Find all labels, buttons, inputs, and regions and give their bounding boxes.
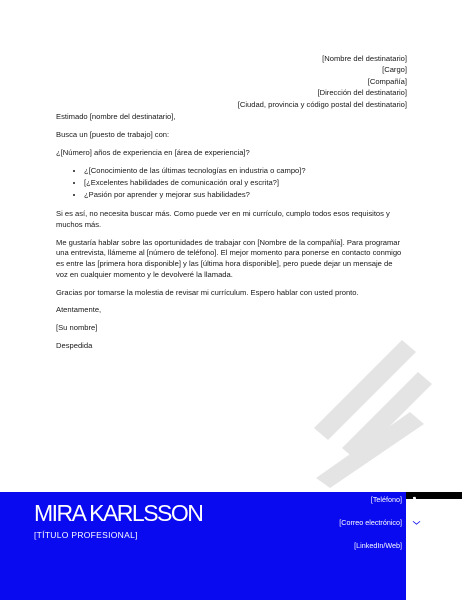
paragraph-3: Gracias por tomarse la molestia de revisar mi currículum. Espero hablar con usted pronto. bbox=[56, 287, 359, 297]
letter-body bbox=[56, 112, 406, 306]
contact-email: [Correo electrónico] bbox=[339, 518, 402, 527]
envelope-icon bbox=[412, 519, 421, 528]
link-icon bbox=[412, 541, 421, 550]
qualification-list bbox=[56, 166, 406, 201]
paragraph-2: Me gustaría hablar sobre las oportunidades de trabajar con [Nombre de la compañía]. Para programar una entrevista, llámeme al [número de teléfono]. El mejor momento para ponerse en contacto conmigo es entre las [primera hora disponible] y las [última hora disponible], pero puede dejar un mensaje de voz en cualquier momento y le devolveré la llamada. bbox=[56, 237, 402, 279]
stripe bbox=[316, 412, 424, 488]
stripe bbox=[342, 372, 432, 460]
contact-phone: [Teléfono] bbox=[370, 495, 402, 504]
recipient-block bbox=[238, 53, 407, 110]
list-item: • ¿Pasión por aprender y mejorar sus habilidades? bbox=[84, 190, 406, 201]
greeting: Estimado [nombre del destinatario], bbox=[56, 112, 176, 121]
applicant-title: [TÍTULO PROFESIONAL] bbox=[34, 530, 138, 540]
phone-icon bbox=[412, 496, 421, 505]
applicant-name: MIRA KARLSSON bbox=[34, 500, 203, 526]
stripe bbox=[314, 340, 416, 440]
recipient-address: [Dirección del destinatario] bbox=[317, 88, 407, 98]
paragraph-1: Si es así, no necesita buscar más. Como puede ver en mi currículo, cumplo todos esos requisitos y muchos más. bbox=[56, 209, 390, 229]
recipient-city: [Ciudad, provincia y código postal del destinatario] bbox=[237, 99, 407, 109]
list-item: • [¿Excelentes habilidades de comunicación oral y escrita?] bbox=[84, 178, 406, 189]
recipient-name: [Nombre del destinatario] bbox=[322, 54, 407, 63]
list-item: • ¿[Conocimiento de las últimas tecnologías en industria o campo]? bbox=[84, 166, 406, 177]
closing-line: Atentamente, bbox=[56, 305, 102, 314]
signature-name: [Su nombre] bbox=[56, 323, 98, 333]
experience-line: ¿[Número] años de experiencia en [área de experiencia]? bbox=[56, 148, 250, 158]
closing-block bbox=[56, 305, 101, 359]
recipient-company: [Compañía] bbox=[367, 76, 407, 86]
recipient-position: [Cargo] bbox=[382, 65, 407, 75]
contact-web: [LinkedIn/Web] bbox=[354, 541, 402, 550]
farewell-line: Despedida bbox=[56, 341, 93, 351]
intro-line: Busca un [puesto de trabajo] con: bbox=[56, 130, 170, 140]
